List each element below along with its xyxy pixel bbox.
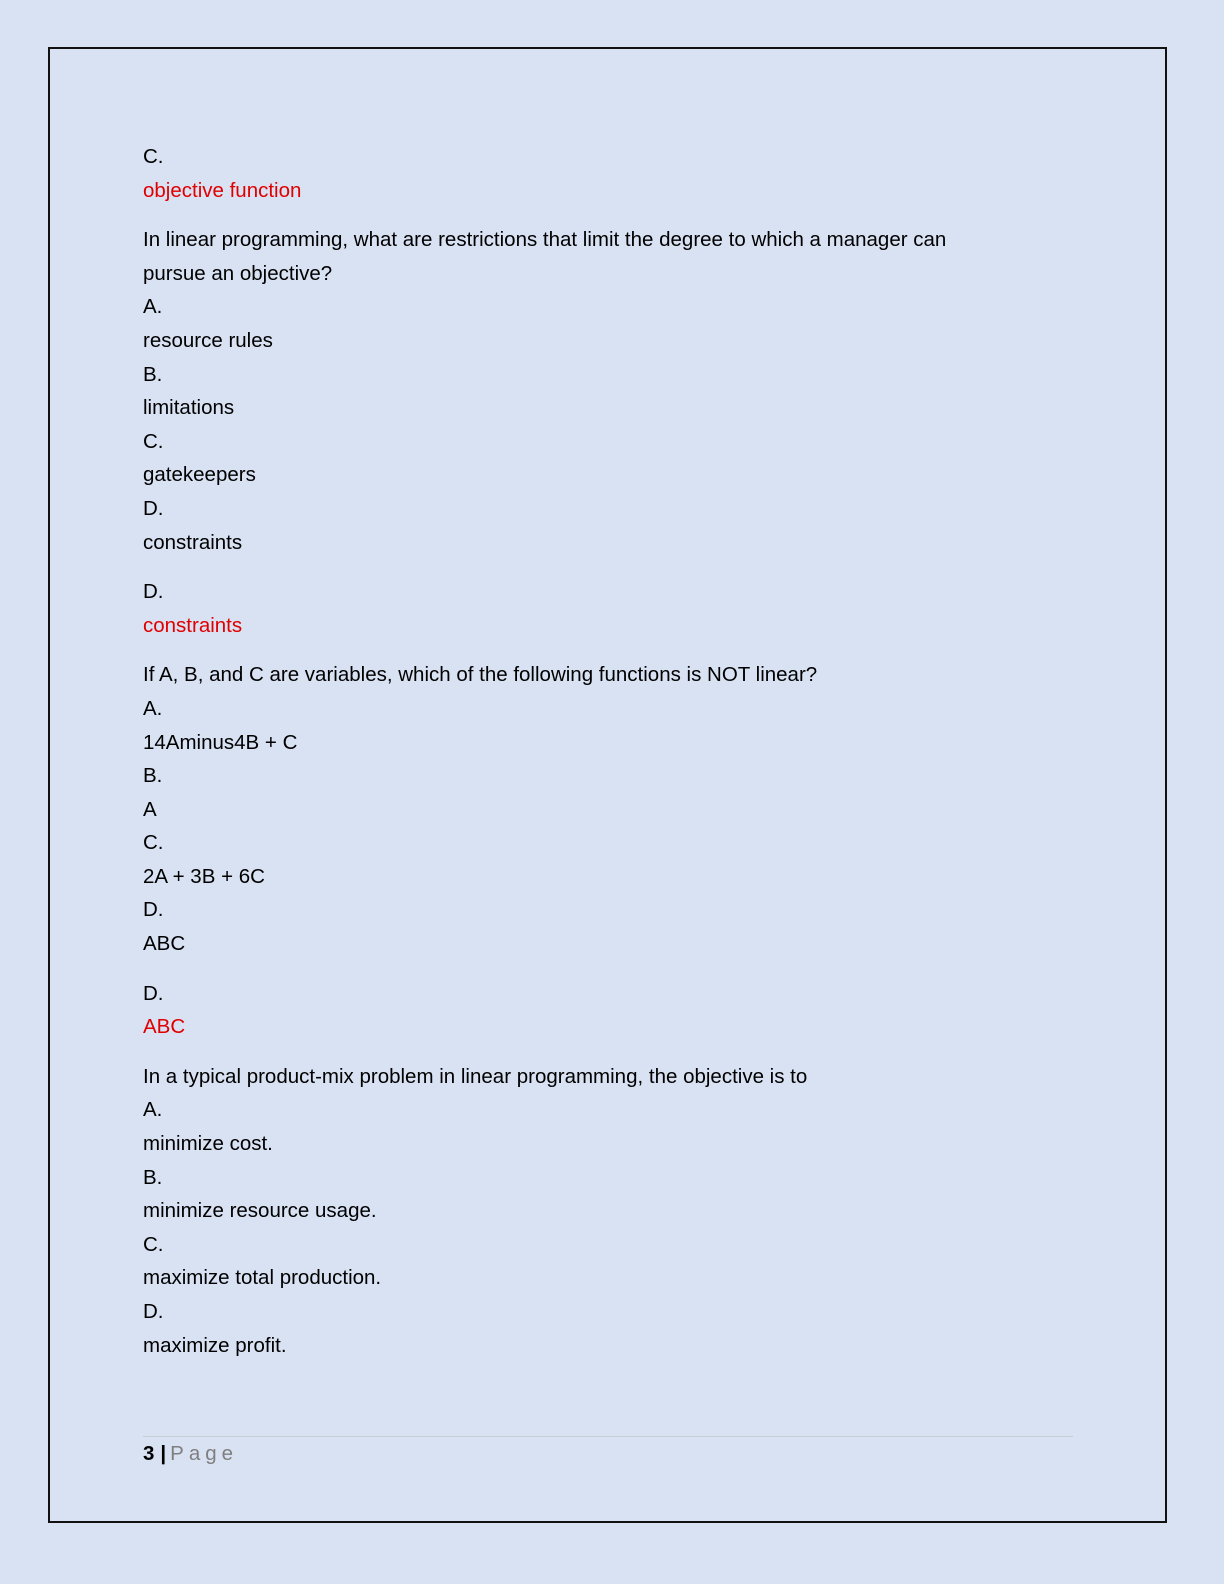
option-text: A [143,797,157,821]
answer-letter: D. [143,580,164,604]
option-letter: A. [143,295,163,319]
option-letter: D. [143,898,164,922]
answer-text: constraints [143,613,243,637]
option-text: constraints [143,530,243,554]
page-footer [143,1438,238,1470]
option-text: 2A + 3B + 6C [143,864,265,888]
page-label: Page [170,1442,239,1465]
option-text: limitations [143,396,235,420]
option-letter: B. [143,764,163,788]
option-text: 14Aminus4B + C [143,730,298,754]
option-letter: D. [143,1300,164,1323]
question-stem: pursue an objective? [143,261,333,285]
option-text: resource rules [143,328,273,352]
option-text: maximize total production. [143,1266,382,1290]
option-letter: C. [143,429,164,453]
question-block [143,223,1083,559]
option-letter: D. [143,496,164,520]
answer-text: ABC [143,1015,186,1039]
document-body [143,140,1083,1362]
option-text: minimize cost. [143,1132,273,1156]
answer-letter: C. [143,145,164,168]
option-letter: B. [143,1165,163,1189]
option-letter: B. [143,362,163,386]
footer-separator: | [160,1442,167,1465]
question-stem: If A, B, and C are variables, which of the following functions is NOT linear? [143,663,818,687]
option-letter: C. [143,1232,164,1256]
footer-divider [143,1436,1073,1437]
question-block [143,658,1083,960]
question-stem: In a typical product-mix problem in linear programming, the objective is to [143,1064,808,1088]
page-number: 3 [143,1442,155,1465]
question-block [143,1060,1083,1362]
answer-letter: D. [143,981,164,1005]
option-letter: C. [143,831,164,855]
option-text: gatekeepers [143,463,256,487]
option-text: minimize resource usage. [143,1199,377,1223]
option-text: maximize profit. [143,1333,287,1357]
option-letter: A. [143,696,163,720]
answer-text: objective function [143,178,302,202]
question-stem: In linear programming, what are restrictions that limit the degree to which a manager can [143,228,947,252]
option-text: ABC [143,932,186,956]
option-letter: A. [143,1098,163,1122]
